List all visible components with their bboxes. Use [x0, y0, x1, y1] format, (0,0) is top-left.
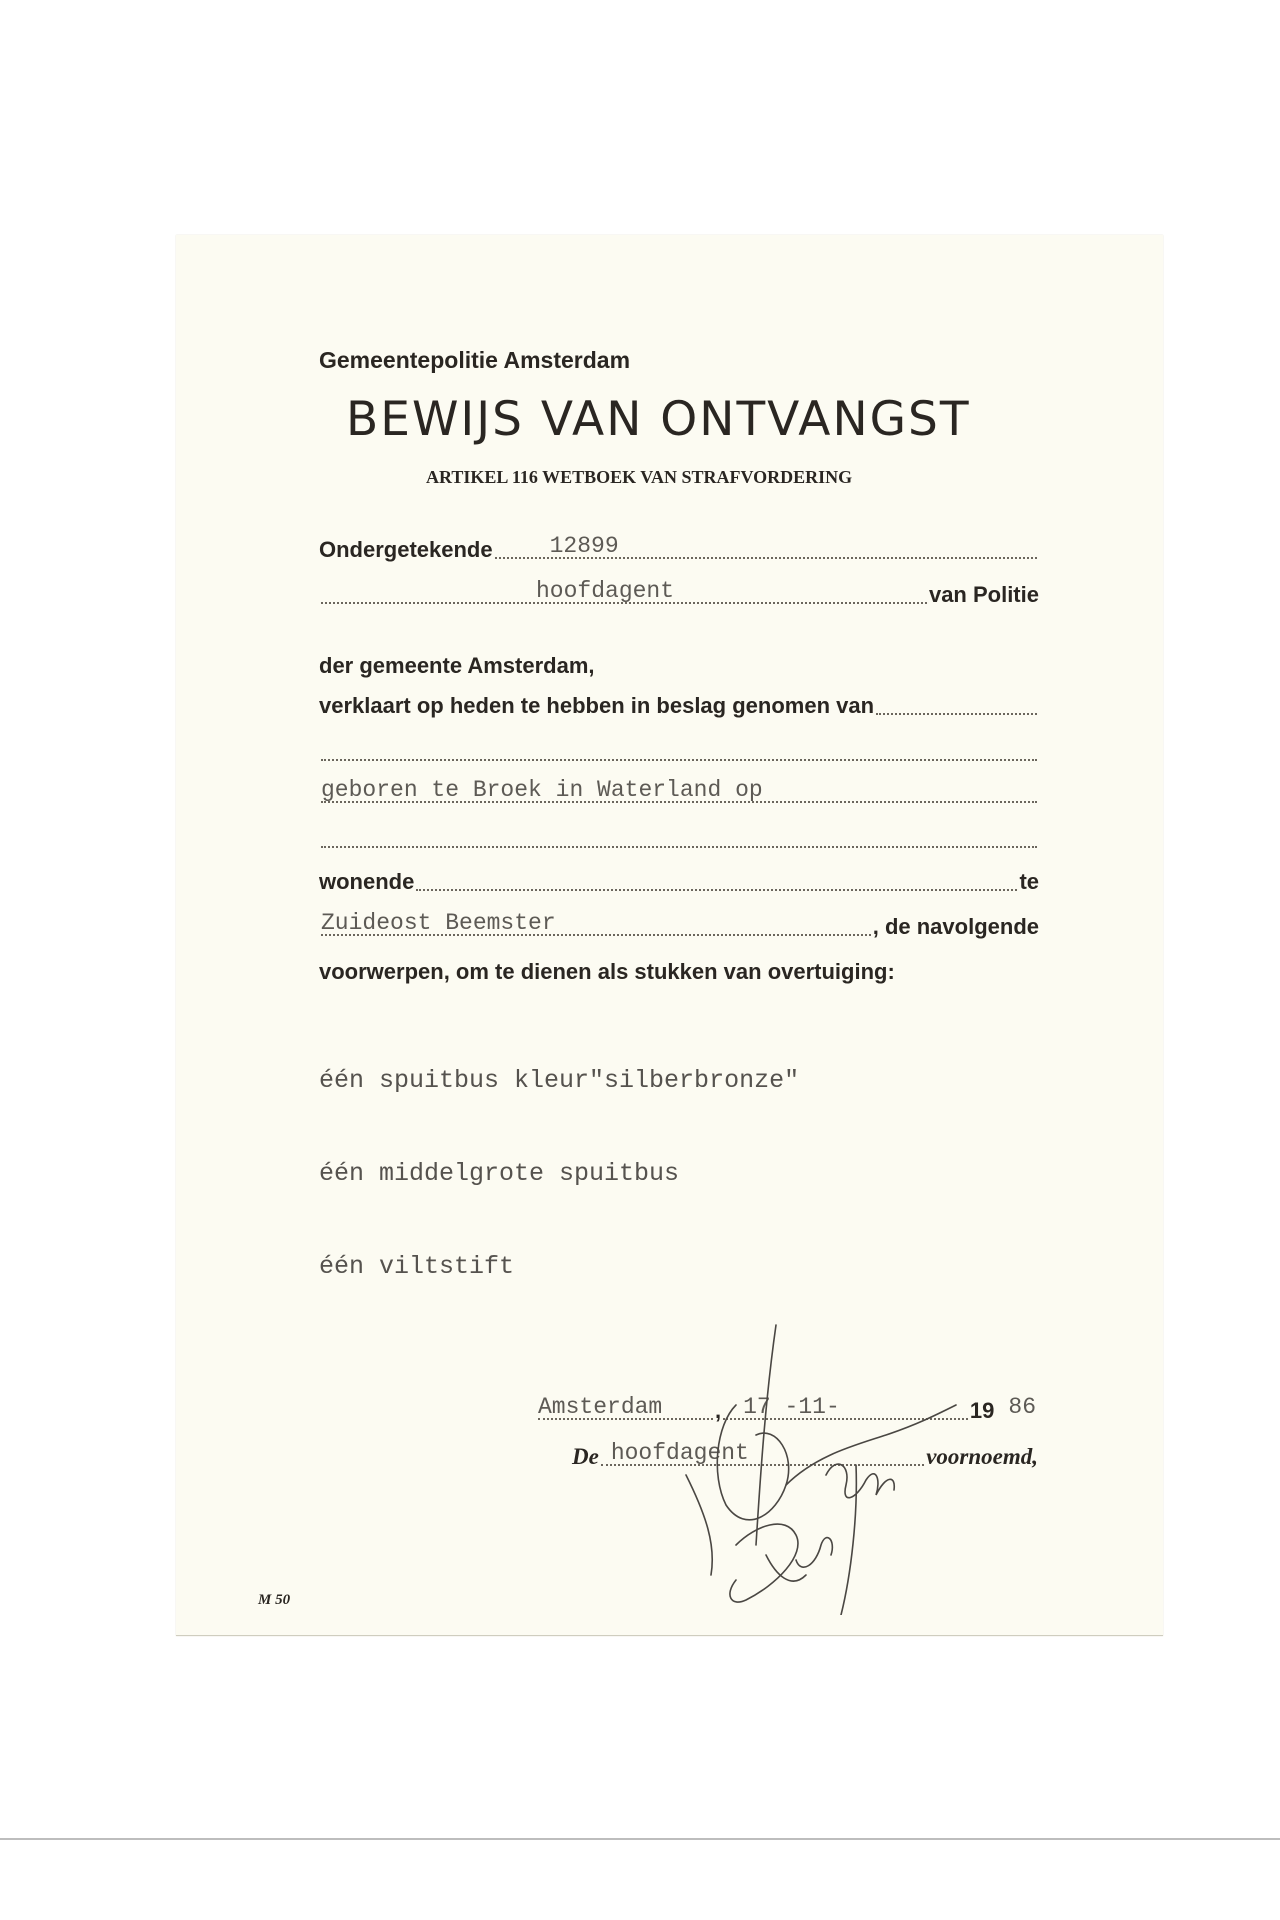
declaration-row [319, 689, 1039, 721]
document-title: BEWIJS VAN ONTVANGST [346, 392, 971, 447]
officer-rank: hoofdagent [610, 1440, 749, 1466]
seized-item: één viltstift [319, 1252, 515, 1281]
residence-label: wonende [319, 869, 415, 894]
place-row [319, 910, 1039, 942]
rank-field [321, 572, 927, 604]
birth-field [321, 771, 1037, 803]
seized-item: één spuitbus kleur"silberbronze" [319, 1066, 800, 1095]
blank-row-2 [319, 822, 1039, 854]
objects-line: voorwerpen, om te dienen als stukken van overtuiging: [319, 959, 895, 984]
seized-items-list [319, 1003, 799, 1344]
blank-field-1 [321, 729, 1037, 761]
document-subtitle: ARTIKEL 116 WETBOEK VAN STRAFVORDERING [426, 467, 853, 487]
city-value: Amsterdam [538, 1394, 663, 1420]
place-field [321, 904, 871, 936]
organization-name: Gemeentepolitie Amsterdam [319, 347, 631, 373]
receipt-document [176, 235, 1163, 1636]
seized-from-field [876, 683, 1037, 715]
rank-row [319, 578, 1039, 610]
undersigned-field [495, 527, 1037, 559]
year-prefix: 19 [969, 1398, 995, 1423]
date-value: 17 -11- [743, 1394, 840, 1420]
residence-suffix: te [1019, 869, 1039, 894]
blank-row-1 [319, 735, 1039, 767]
officer-signature [626, 1315, 986, 1615]
place-value: Zuideost Beemster [321, 910, 556, 936]
rank-value: hoofdagent [536, 578, 675, 604]
undersigned-number: 12899 [549, 533, 619, 559]
seized-item: één middelgrote spuitbus [319, 1159, 680, 1188]
scan-edge-line [0, 1838, 1280, 1840]
de-label: De [572, 1444, 599, 1469]
undersigned-row [319, 533, 1039, 565]
rank-suffix: van Politie [928, 582, 1039, 607]
blank-field-2 [321, 816, 1037, 848]
birth-value: geboren te Broek in Waterland op [321, 777, 763, 803]
municipality-line: der gemeente Amsterdam, [319, 653, 595, 678]
residence-field [416, 859, 1017, 891]
declaration-text: verklaart op heden te hebben in beslag genomen van [319, 693, 875, 718]
voornoemd-label: voornoemd, [926, 1444, 1038, 1469]
date-row: Amsterdam , 17 -11- 19 86 [536, 1392, 1036, 1426]
undersigned-label: Ondergetekende [319, 537, 493, 562]
form-code: M 50 [258, 1592, 291, 1608]
residence-row [319, 865, 1039, 897]
birth-row [319, 777, 1039, 809]
place-suffix: , de navolgende [872, 914, 1039, 939]
year-suffix: 86 [1008, 1394, 1036, 1420]
